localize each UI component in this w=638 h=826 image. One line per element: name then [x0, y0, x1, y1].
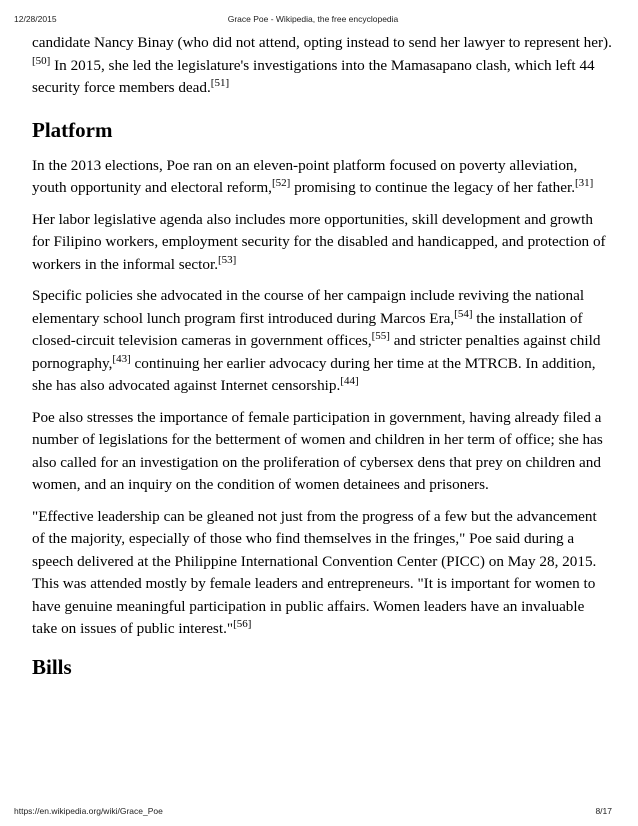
paragraph-text: Specific policies she advocated in the course of her campaign include reviving the national elementary school lunch program first introduced during Marcos Era, — [32, 287, 585, 327]
citation-55[interactable]: [55] — [371, 330, 390, 342]
paragraph-text: In the 2013 elections, Poe ran on an eleven-point platform focused on poverty alleviation, youth opportunity and electoral reform, — [32, 156, 578, 196]
citation-53[interactable]: [53] — [218, 253, 237, 266]
platform-paragraph-3 — [32, 285, 612, 398]
citation-44[interactable]: [44] — [340, 375, 359, 387]
paragraph-text: candidate Nancy Binay (who did not attend, opting instead to send her lawyer to represent her). — [32, 34, 612, 51]
paragraph-text: "Effective leadership can be gleaned not just from the progress of a few but the advancement of the majority, especially of those who find themselves in the fringes," Poe said during a speech delivered at the Philippine International Convention Center (PICC) on May 28, 2015. This was attended mostly by female leaders and entrepreneurs. "It is important for women to have genuine meaningful participation in public affairs. Women leaders have an invaluable take on issues of public interest." — [32, 507, 597, 637]
section-heading-bills: Bills — [32, 654, 72, 679]
section-heading-platform: Platform — [32, 117, 113, 142]
citation-50[interactable]: [50] — [32, 54, 51, 67]
citation-56[interactable]: [56] — [233, 618, 252, 630]
paragraph-text: the installation of closed-circuit television cameras in government offices, — [32, 309, 583, 349]
intro-paragraph — [32, 32, 612, 100]
citation-54[interactable]: [54] — [454, 307, 473, 320]
article-content — [32, 32, 612, 692]
paragraph-text: promising to continue the legacy of her father. — [290, 179, 575, 196]
citation-51[interactable]: [51] — [210, 77, 230, 89]
paragraph-text: In 2015, she led the legislature's investigations into the Mamasapano clash, which left 44 security force members dead. — [32, 56, 595, 96]
platform-paragraph-2 — [32, 209, 612, 277]
platform-paragraph-4 — [32, 407, 612, 497]
citation-52[interactable]: [52] — [271, 177, 291, 189]
print-footer — [14, 806, 612, 818]
print-header — [14, 14, 612, 26]
citation-43[interactable]: [43] — [112, 352, 131, 365]
platform-paragraph-1 — [32, 155, 612, 200]
print-url: https://en.wikipedia.org/wiki/Grace_Poe — [14, 806, 163, 816]
print-date: 12/28/2015 — [14, 14, 57, 24]
print-page-number: 8/17 — [595, 806, 612, 816]
platform-paragraph-5 — [32, 506, 612, 641]
paragraph-text: and stricter penalties against child pornography, — [32, 332, 601, 372]
paragraph-text: Poe also stresses the importance of female participation in government, having already filed a number of legislations for the betterment of women and children in her term of office; she has also called for an investigation on the proliferation of cybersex dens that prey on children and women, and an inquiry on the condition of women detainees and prisoners. — [32, 408, 603, 493]
citation-31[interactable]: [31] — [575, 177, 594, 189]
paragraph-text: Her labor legislative agenda also includes more opportunities, skill development and growth for Filipino workers, employment security for the disabled and handicapped, and protection of workers in the informal sector. — [32, 210, 606, 273]
paragraph-text: continuing her earlier advocacy during her time at the MTRCB. In addition, she has also advocated against Internet censorship. — [32, 354, 596, 394]
print-page-title: Grace Poe - Wikipedia, the free encyclopedia — [227, 14, 399, 24]
